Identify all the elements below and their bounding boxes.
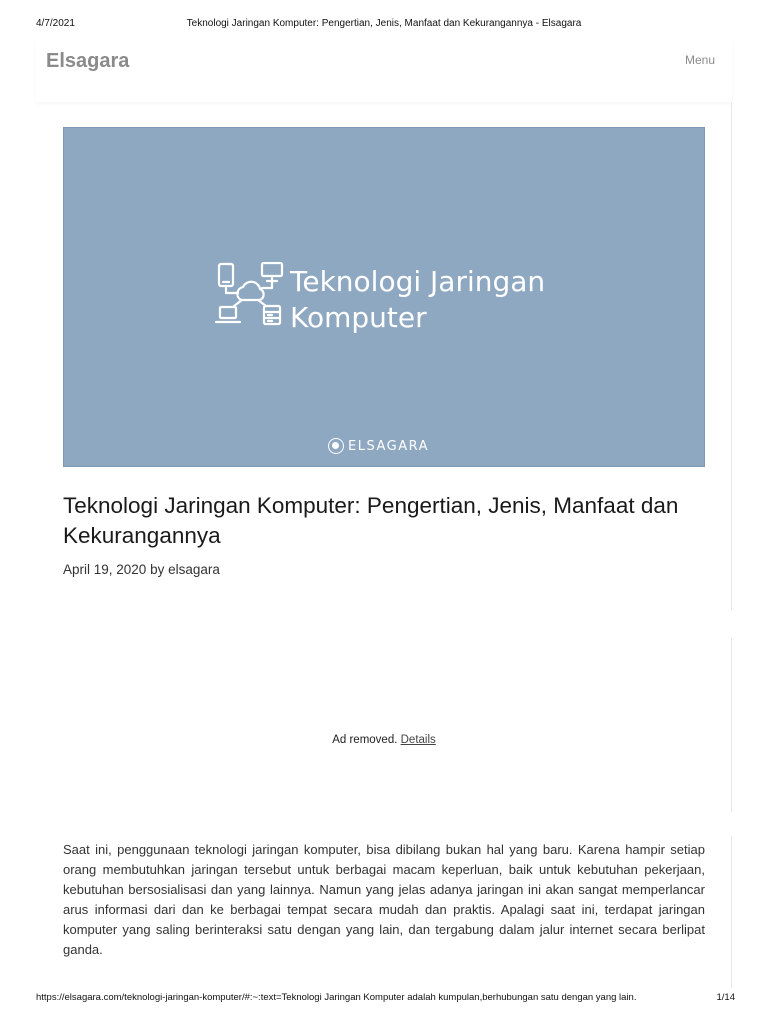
hero-brand-text: ELSAGARA <box>348 439 429 454</box>
hero-title <box>290 264 620 336</box>
content-border <box>731 102 732 988</box>
print-date: 4/7/2021 <box>36 18 75 29</box>
site-logo[interactable]: Elsagara <box>46 50 130 72</box>
post-date[interactable]: April 19, 2020 <box>63 562 147 577</box>
article-paragraph: Saat ini, penggunaan teknologi jaringan komputer, bisa dibilang bukan hal yang baru. Karena hampir setiap orang membutuhkan jaringan tersebut untuk berbagai macam keperluan, baik untuk kebutuhan pekerjaan, kebutuhan bersosialisasi dan yang lainnya. Namun yang jelas adanya jaringan ini akan sangat memperlancar arus informasi dari dan ke berbagai tempat secara mudah dan praktis. Apalagi saat ini, terdapat jaringan komputer yang saling berinteraksi satu dengan yang lain, dan tergabung dalam jalur internet secara berlipat ganda. <box>63 842 705 957</box>
brand-logo-icon <box>328 438 344 454</box>
by-label: by <box>150 562 165 577</box>
ad-removed-text: Ad removed. <box>332 734 398 746</box>
print-footer <box>36 992 735 1006</box>
ad-details-link[interactable]: Details <box>400 734 436 746</box>
article-title: Teknologi Jaringan Komputer: Pengertian, Jenis, Manfaat dan Kekurangannya <box>63 493 679 548</box>
menu-button[interactable]: Menu <box>684 53 715 67</box>
post-author[interactable]: elsagara <box>168 562 220 577</box>
hero-brand <box>328 437 429 457</box>
ad-removed-notice <box>0 734 768 746</box>
print-header <box>36 18 732 32</box>
hero-title-line2: Komputer <box>290 301 427 334</box>
hero-title-line1: Teknologi Jaringan <box>290 265 546 298</box>
network-computer-cloud-icon <box>214 262 290 332</box>
site-header <box>36 38 732 102</box>
article-meta <box>63 562 220 577</box>
print-document-title: Teknologi Jaringan Komputer: Pengertian, Jenis, Manfaat dan Kekurangannya - Elsagara <box>186 18 582 29</box>
featured-image <box>63 127 705 467</box>
print-page-number: 1/14 <box>716 992 735 1003</box>
print-url: https://elsagara.com/teknologi-jaringan-komputer/#:~:text=Teknologi Jaringan Komputer adalah kumpulan,berhubungan satu dengan yang lain. <box>36 992 637 1003</box>
